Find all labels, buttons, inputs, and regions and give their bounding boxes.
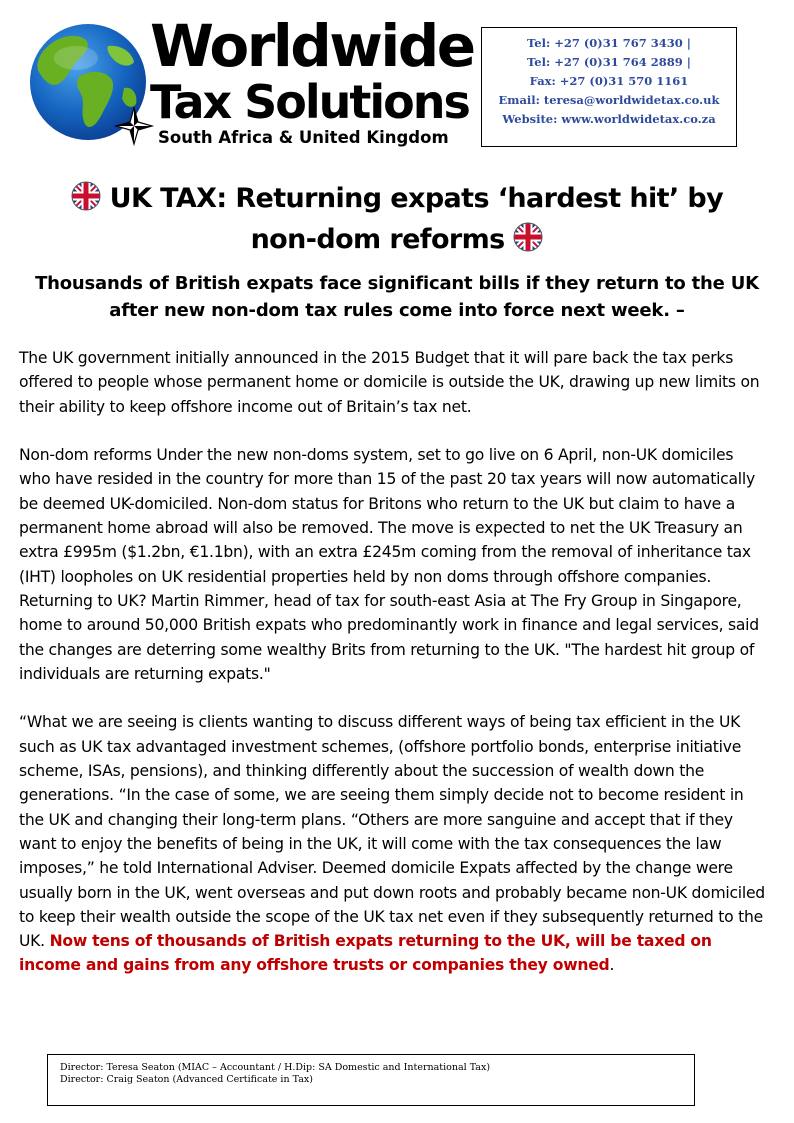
union-jack-flag-icon bbox=[513, 222, 543, 252]
brand-name-line2: Tax Solutions bbox=[150, 75, 469, 129]
brand-tagline: South Africa & United Kingdom bbox=[158, 128, 449, 147]
directors-footer bbox=[47, 1054, 695, 1106]
contact-fax: Fax: +27 (0)31 570 1161 bbox=[529, 74, 689, 88]
contact-tel-2: Tel: +27 (0)31 764 2889 | bbox=[527, 55, 691, 69]
article-headline bbox=[20, 178, 774, 260]
headline-text-1: UK TAX: Returning expats ‘hardest hit’ by bbox=[109, 183, 724, 214]
director-line-1: Director: Teresa Seaton (MIAC – Accountant / H.Dip: SA Domestic and International Tax) bbox=[60, 1062, 491, 1073]
director-line-2: Director: Craig Seaton (Advanced Certificate in Tax) bbox=[60, 1074, 313, 1085]
contact-website[interactable]: Website: www.worldwidetax.co.za bbox=[502, 112, 716, 126]
union-jack-flag-icon bbox=[71, 181, 101, 211]
contact-email[interactable]: Email: teresa@worldwidetax.co.uk bbox=[498, 93, 720, 107]
contact-tel-1: Tel: +27 (0)31 767 3430 | bbox=[527, 36, 691, 50]
article-body bbox=[19, 346, 767, 1002]
globe-logo-icon bbox=[16, 18, 166, 148]
article-subheadline: Thousands of British expats face significant bills if they return to the UK after new non-dom tax rules come into force next week. – bbox=[35, 273, 759, 321]
paragraph-end: . bbox=[609, 956, 615, 975]
paragraph-text: “What we are seeing is clients wanting to discuss different ways of being tax efficient in the UK such as UK tax advantaged investment schemes, (offshore portfolio bonds, enterprise initiative scheme, ISAs, pensions), and thinking differently about the succession of wealth down the generations. “In the case of some, we are seeing them simply decide not to become resident in the UK and changing their long-term plans. “Others are more sanguine and accept that if they want to enjoy the benefits of being in the UK, it will come with the tax consequences the law imposes,” he told International Adviser. Deemed domicile Expats affected by the change were usually born in the UK, went overseas and put down roots and probably became non-UK domiciled to keep their wealth outside the scope of the UK tax net even if they subsequently returned to the UK. bbox=[19, 713, 765, 951]
highlighted-text: Now tens of thousands of British expats returning to the UK, will be taxed on income and gains from any offshore trusts or companies they owned bbox=[19, 932, 712, 975]
headline-text-2: non-dom reforms bbox=[250, 224, 505, 255]
brand-name-line1: Worldwide bbox=[150, 12, 474, 80]
article-paragraph: Non-dom reforms Under the new non-doms system, set to go live on 6 April, non-UK domiciles who have resided in the country for more than 15 of the past 20 tax years will now automatically be deemed UK-domiciled. Non-dom status for Britons who return to the UK but claim to have a permanent home abroad will also be removed. The move is expected to net the UK Treasury an extra £995m ($1.2bn, €1.1bn), with an extra £245m coming from the removal of inheritance tax (IHT) loopholes on UK residential properties held by non doms through offshore companies. Returning to UK? Martin Rimmer, head of tax for south-east Asia at The Fry Group in Singapore, home to around 50,000 British expats who predominantly work in finance and legal services, said the changes are deterring some wealthy Brits from returning to the UK. "The hardest hit group of individuals are returning expats." bbox=[19, 446, 759, 683]
contact-box bbox=[481, 27, 737, 147]
article-paragraph: The UK government initially announced in the 2015 Budget that it will pare back the tax perks offered to people whose permanent home or domicile is outside the UK, drawing up new limits on their ability to keep offshore income out of Britain’s tax net. bbox=[19, 349, 760, 416]
article-paragraph bbox=[19, 710, 767, 977]
